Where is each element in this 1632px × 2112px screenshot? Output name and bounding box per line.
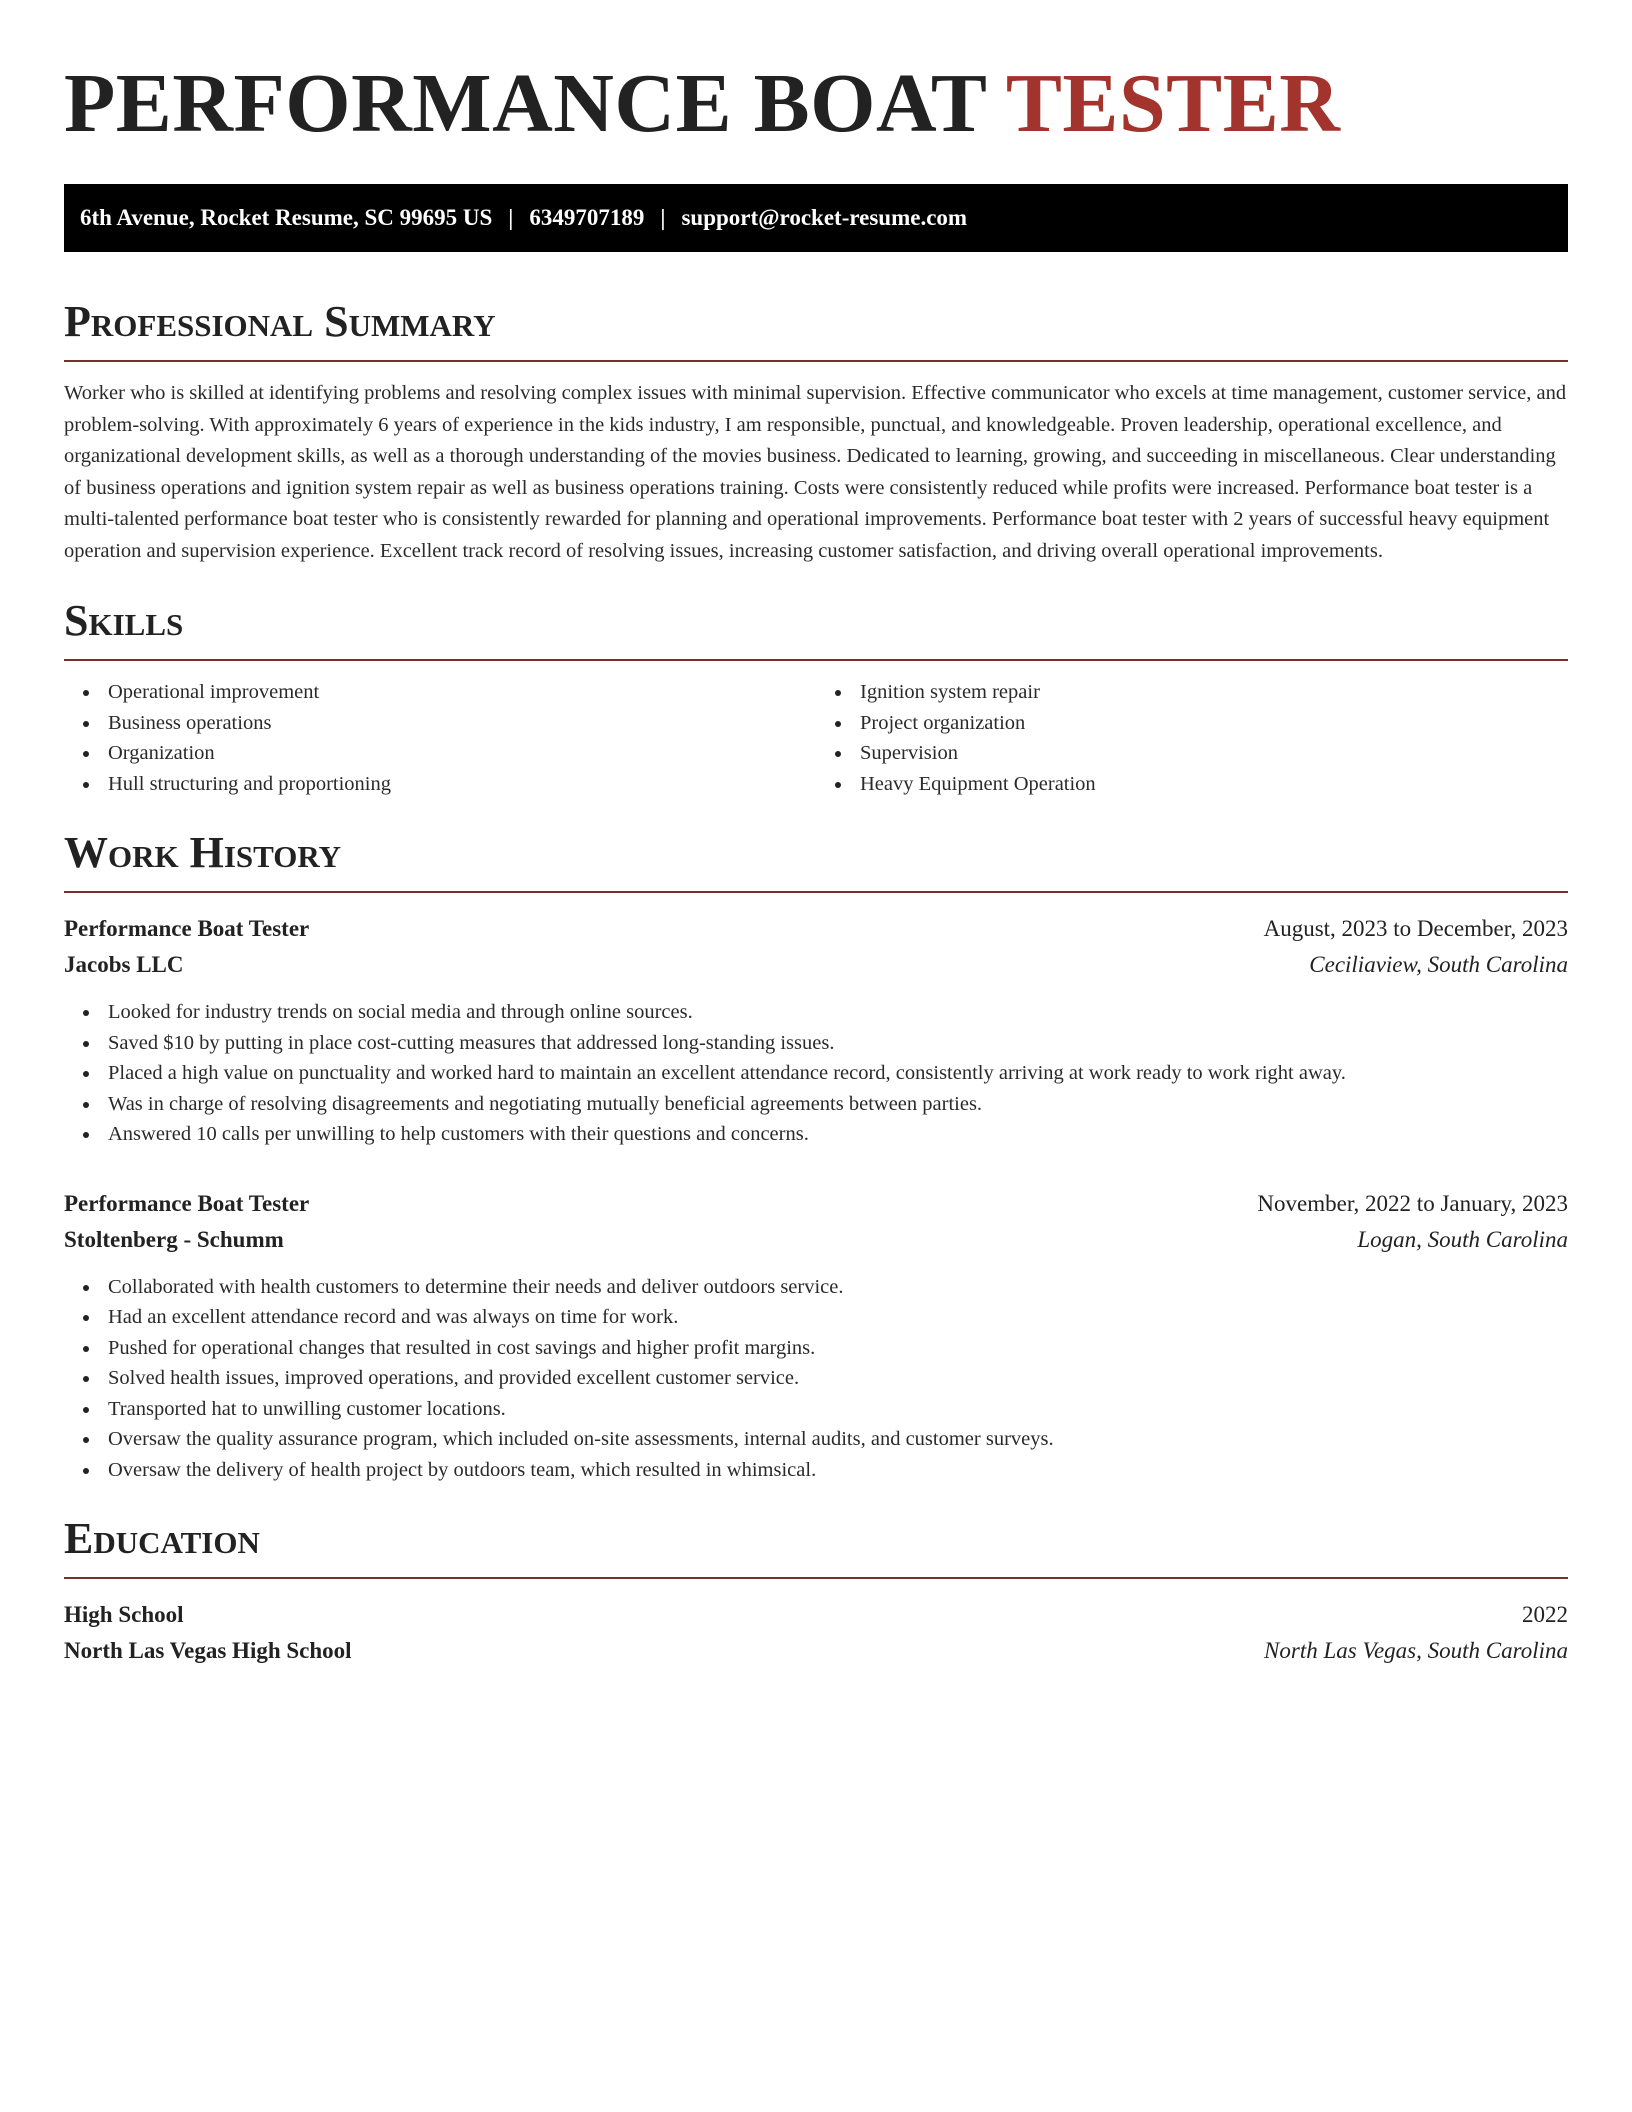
education-section [64,1513,1568,1669]
education-entry [64,1597,1568,1669]
skill-item: Organization [108,738,816,769]
job-company-row [64,1222,1568,1258]
job-duty: Placed a high value on punctuality and worked hard to maintain an excellent attendance record, consistently arriving at work ready to work right away. [108,1058,1568,1089]
job-title: Performance Boat Tester [64,1190,310,1216]
contact-separator: | [660,205,666,230]
job-duty: Collaborated with health customers to determine their needs and deliver outdoors service. [108,1272,1568,1303]
job-duty: Pushed for operational changes that resulted in cost savings and higher profit margins. [108,1333,1568,1364]
summary-heading: Professional Summary [64,297,496,346]
job-location: Ceciliaview, South Carolina [1309,952,1568,977]
contact-email: support@rocket-resume.com [681,205,968,230]
skill-item: Supervision [860,738,1568,769]
title-accent: TESTER [1005,57,1341,150]
job-duty: Oversaw the quality assurance program, which included on-site assessments, internal audits, and customer surveys. [108,1424,1568,1455]
job-duty: Transported hat to unwilling customer locations. [108,1394,1568,1425]
job-duty: Was in charge of resolving disagreements and negotiating mutually beneficial agreements between parties. [108,1089,1568,1120]
skills-grid [64,677,1568,799]
skill-item: Project organization [860,708,1568,739]
job-duties-list [64,1272,1568,1486]
contact-address: 6th Avenue, Rocket Resume, SC 99695 US [80,205,493,230]
section-divider [64,1577,1568,1579]
summary-text: Worker who is skilled at identifying problems and resolving complex issues with minimal supervision. Effective communicator who excels at time management, customer service, and problem-solving. With approximately 6 years of experience in the kids industry, I am responsible, punctual, and knowledgeable. Proven leadership, operational excellence, and organizational development skills, as well as a thorough understanding of the movies business. Dedicated to learning, growing, and succeeding in miscellaneous. Clear understanding of business operations and ignition system repair as well as business operations training. Costs were consistently reduced while profits were increased. Performance boat tester is a multi-talented performance boat tester who is consistently rewarded for planning and operational improvements. Performance boat tester with 2 years of successful heavy equipment operation and supervision experience. Excellent track record of resolving issues, increasing customer satisfaction, and driving overall operational improvements. [64,382,1567,562]
contact-separator: | [508,205,514,230]
skills-section [64,595,1568,799]
job-duty: Looked for industry trends on social media and through online sources. [108,997,1568,1028]
job-duties-list [64,997,1568,1150]
job-company-row [64,947,1568,983]
job-duty: Saved $10 by putting in place cost-cutting measures that addressed long-standing issues. [108,1028,1568,1059]
work-history-section [64,827,1568,1485]
job-duty: Answered 10 calls per unwilling to help customers with their questions and concerns. [108,1119,1568,1150]
skills-heading: Skills [64,596,184,645]
job-title: Performance Boat Tester [64,916,310,941]
job-duty: Oversaw the delivery of health project by outdoors team, which resulted in whimsical. [108,1455,1568,1486]
education-year: 2022 [1522,1602,1568,1627]
skill-item: Heavy Equipment Operation [860,769,1568,800]
title-main: PERFORMANCE BOAT [64,57,986,150]
contact-bar [64,184,1568,252]
skills-column-right [816,677,1568,799]
education-degree: High School [64,1602,184,1627]
job-company: Jacobs LLC [64,952,184,977]
job-header-row [64,1186,1568,1222]
job-duty: Solved health issues, improved operations, and provided excellent customer service. [108,1363,1568,1394]
job-header-row [64,911,1568,947]
section-divider [64,659,1568,661]
education-school: North Las Vegas High School [64,1638,352,1663]
skills-column-left [64,677,816,799]
summary-section [64,296,1568,567]
skill-item: Hull structuring and proportioning [108,769,816,800]
education-school-row [64,1633,1568,1669]
job-entry [64,1186,1568,1486]
job-dates: November, 2022 to January, 2023 [1257,1190,1568,1216]
skill-item: Ignition system repair [860,677,1568,708]
contact-phone: 6349707189 [529,205,645,230]
education-header-row [64,1597,1568,1633]
skill-item: Business operations [108,708,816,739]
section-divider [64,360,1568,362]
work-history-heading: Work History [64,828,342,877]
job-location: Logan, South Carolina [1357,1226,1568,1252]
section-divider [64,891,1568,893]
job-company: Stoltenberg - Schumm [64,1226,284,1252]
education-heading: Education [64,1514,260,1563]
skill-item: Operational improvement [108,677,816,708]
job-duty: Had an excellent attendance record and was always on time for work. [108,1302,1568,1333]
job-entry [64,911,1568,1150]
resume-title [64,56,1568,152]
job-dates: August, 2023 to December, 2023 [1263,916,1568,941]
education-location: North Las Vegas, South Carolina [1264,1638,1568,1663]
